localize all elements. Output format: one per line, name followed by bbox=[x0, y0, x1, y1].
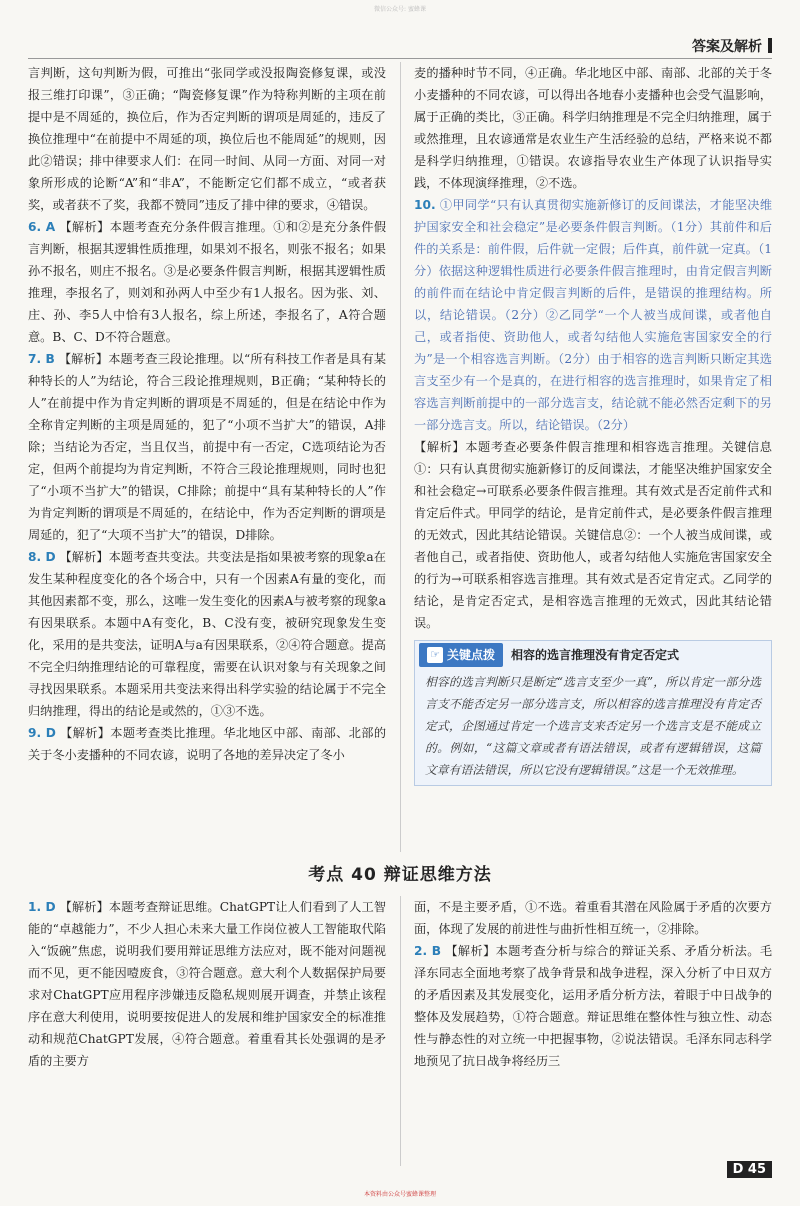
answer-6 bbox=[28, 216, 386, 348]
answer-10-reference: ①甲同学“只有认真贯彻实施新修订的反间谍法，才能坚决维护国家安全和社会稳定”是必要条件假言判断。（1分）其前件和后件的关系是：前件假，后件就一定假；后件真，前件就一定真。（1分）依据这种逻辑性质进行必要条件假言推理时，由肯定假言判断的前件而在结论中肯定假言判断的后件，是错误的推理结构。所以，结论错误。（2分）②乙同学“一个人被当成间谍，或者他自己，或者指使、资助他人，或者勾结他人实施危害国家安全的行为”是一个相容选言判断。（2分）由于相容的选言判断只断定其选言支至少有一个是真的，在进行相容的选言推理时，如果肯定了相容选言判断前提中的一部分选言支，结论就不能必然否定剩下的另一部分选言支。所以，结论错误。（2分） bbox=[414, 198, 773, 432]
answer-6-body: 【解析】本题考查充分条件假言推理。①和②是充分条件假言判断，根据其逻辑性质推理，如果刘不报名，则张不报名；如果孙不报名，则庄不报名。③是必要条件假言判断，根据其逻辑性质推理，李报名了，则刘和孙两人中至少有1人报名。因为张、刘、庄、孙、李5人中恰有3人报名，综上所述，李报名了，A符合题意。B、C、D不符合题意。 bbox=[28, 220, 387, 344]
column-divider-bottom bbox=[400, 896, 401, 1166]
answer-9-body: 【解析】本题考查类比推理。华北地区中部、南部、北部的关于冬小麦播种的不同农谚，说明了各地的差异决定了冬小 bbox=[28, 726, 387, 762]
header-bar bbox=[768, 38, 772, 53]
answer-9 bbox=[28, 722, 386, 766]
answer-7 bbox=[28, 348, 386, 546]
answer-9-continuation: 麦的播种时节不同，④正确。华北地区中部、南部、北部的关于冬小麦播种的不同农谚，可以得出各地春小麦播种也会受气温影响，属于正确的类比，③正确。科学归纳推理是不完全归纳推理，属于或然推理，且农谚通常是农业生产生活经验的总结，严格来说不都是科学归纳推理，①错误。农谚指导农业生产体现了认识指导实践，不体现演绎推理，②不选。 bbox=[414, 66, 772, 190]
answer-10-analysis: 【解析】本题考查必要条件假言推理和相容选言推理。关键信息①：只有认真贯彻实施新修订的反间谍法，才能坚决维护国家安全和社会稳定→可联系必要条件假言推理。其有效式是否定前件式和肯定后件式。甲同学的结论，是肯定前件式，是必要条件假言推理的无效式，因此其结论错误。关键信息②：一个人被当成间谍，或者他自己，或者指使、资助他人，或者勾结他人实施危害国家安全的行为→可联系相容选言推理。其有效式是否定肯定式。乙同学的结论，是肯定否定式，是相容选言推理的无效式，因此其结论错误。 bbox=[414, 440, 772, 630]
answer-7-body: 【解析】本题考查三段论推理。以“所有科技工作者是具有某种特长的人”为结论，符合三段论推理规则，B正确；“某种特长的人”在前提中作为肯定判断的谓项是不周延的，但是在结论中作为全称肯定判断的主项是周延的，犯了“小项不当扩大”的错误，A排除；当结论为否定，当且仅当，前提中有一否定，C选项结论为否定，但两个前提均为肯定判断，不符合三段论推理规则，同时也犯了“小项不当扩大”的错误，C排除；前提中“具有某种特长的人”作为肯定判断的谓项是不周延的，在结论中，作为否定判断的谓项是周延的，犯了“大项不当扩大”的错误，D排除。 bbox=[28, 352, 386, 542]
pointer-icon: ☞ bbox=[427, 647, 443, 663]
key-point-badge bbox=[419, 643, 503, 667]
left-column-top bbox=[28, 62, 386, 766]
section-answer-2 bbox=[414, 940, 772, 1072]
header-rule bbox=[28, 58, 772, 59]
page-header bbox=[692, 36, 772, 56]
answer-7-number: 7. B bbox=[28, 352, 55, 366]
q5-continuation: 言判断，这句判断为假，可推出“张同学或没报陶瓷修复课，或没报三维打印课”，③正确；“陶瓷修复课”作为特称判断的主项在前提中是不周延的，换位后，作为否定判断的谓项是周延的，违反了换位推理中“在前提中不周延的项，换位后也不能周延”的规则，因此②错误；排中律要求人们：在同一时间、从同一方面、对同一对象所形成的论断“A”和“非A”，不能断定它们都不成立，“或者获奖，或者获不了奖，我都不赞同”违反了排中律的要求，④错误。 bbox=[28, 66, 386, 212]
answer-8-body: 【解析】本题考查共变法。共变法是指如果被考察的现象a在发生某种程度变化的各个场合中，只有一个因素A有量的变化，而其他因素都不变，那么，这唯一发生变化的因素A与被考察的现象a有因果联系。本题中A有变化，B、C没有变，被研究现象发生变化，采用的是共变法，证明A与a有因果联系，②④符合题意。提高不完全归纳推理结论的可靠程度，需要在认识对象与有关现象之间寻找因果联系。本题采用共变法来得出科学实验的结论属于不完全归纳推理，得出的结论是或然的，①③不选。 bbox=[28, 550, 386, 718]
left-column-bottom bbox=[28, 896, 386, 1072]
answer-8-number: 8. D bbox=[28, 550, 56, 564]
key-point-box bbox=[414, 640, 772, 786]
key-point-header bbox=[415, 641, 771, 669]
key-point-body: 相容的选言判断只是断定“选言支至少一真”，所以肯定一部分选言支不能否定另一部分选言支，所以相容的选言推理没有肯定否定式，企图通过肯定一个选言支来否定另一个选言支是不能成立的。例如，“这篇文章或者有语法错误，或者有逻辑错误，这篇文章有语法错误，所以它没有逻辑错误。”这是一个无效推理。 bbox=[425, 675, 761, 777]
right-column-bottom bbox=[414, 896, 772, 1072]
answer-8 bbox=[28, 546, 386, 722]
answer-6-number: 6. A bbox=[28, 220, 56, 234]
section-answer-2-body: 【解析】本题考查分析与综合的辩证关系、矛盾分析法。毛泽东同志全面地考察了战争背景和战争进程，深入分析了中日双方的矛盾因素及其发展变化，运用矛盾分析方法，着眼于中日战争的整体及发展趋势，①符合题意。辩证思维在整体性与独立性、动态性与静态性的对立统一中把握事物，②说法错误。毛泽东同志科学地预见了抗日战争将经历三 bbox=[414, 944, 773, 1068]
answer-9-number: 9. D bbox=[28, 726, 56, 740]
key-point-subtitle: 相容的选言推理没有肯定否定式 bbox=[511, 648, 680, 662]
right-column-top bbox=[414, 62, 772, 786]
key-point-badge-label: 关键点拨 bbox=[447, 648, 496, 662]
section-answer-1-body: 【解析】本题考查辩证思维。ChatGPT让人们看到了人工智能的“卓越能力”，不少人担心未来大量工作岗位被人工智能取代陷入“饭碗”焦虑，说明我们要用辩证思维方法应对，既不能对问题视而不见，更不能因噎废食，③符合题意。意大利个人数据保护局要求对ChatGPT应用程序涉嫌违反隐私规则展开调查，并禁止该程序在意大利使用，说明要按促进人的发展和维护国家安全的标准推动和规范ChatGPT发展，④符合题意。着重看其长处强调的是矛盾的主要方 bbox=[28, 900, 387, 1068]
header-title: 答案及解析 bbox=[692, 39, 762, 55]
section-answer-1 bbox=[28, 896, 386, 1072]
bottom-watermark: 本资料由公众号蜜蜂课整理 bbox=[363, 1191, 436, 1198]
answer-10 bbox=[414, 194, 772, 436]
column-divider-top bbox=[400, 62, 401, 852]
answer-10-number: 10. bbox=[414, 198, 436, 212]
page-number: D 45 bbox=[727, 1161, 772, 1178]
section-answer-2-number: 2. B bbox=[414, 944, 442, 958]
top-watermark: 微信公众号: 蜜蜂课 bbox=[374, 6, 426, 13]
section-answer-1-number: 1. D bbox=[28, 900, 56, 914]
section-title: 考点 40 辩证思维方法 bbox=[308, 865, 492, 885]
section-answer-1-continuation: 面，不是主要矛盾，①不选。着重看其潜在风险属于矛盾的次要方面，体现了发展的前进性与曲折性相互统一，②排除。 bbox=[414, 900, 772, 936]
